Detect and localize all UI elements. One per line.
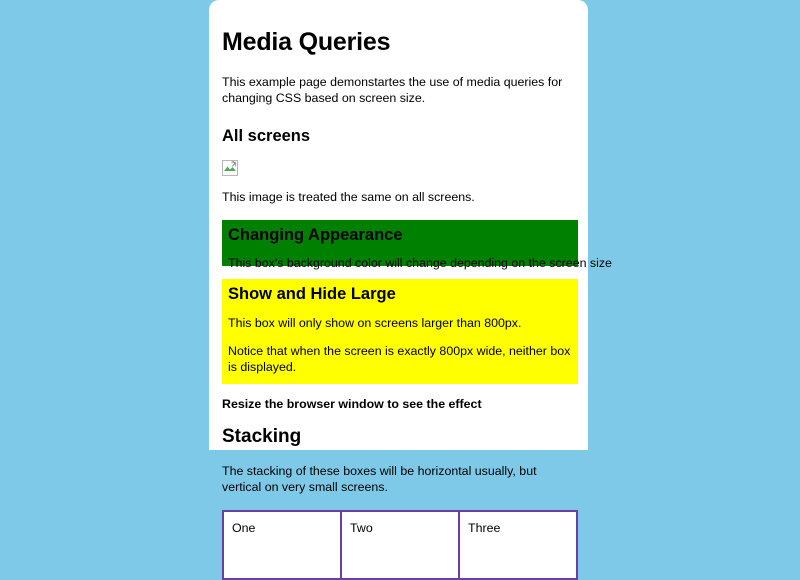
broken-image-icon: [222, 160, 238, 176]
page-title: Media Queries: [222, 28, 391, 56]
show-hide-large-body-2: Notice that when the screen is exactly 800px wide, neither box is displayed.: [228, 343, 571, 375]
changing-appearance-heading: Changing Appearance: [228, 225, 403, 244]
show-hide-large-body-1: This box will only show on screens larger than 800px.: [228, 316, 522, 331]
resize-note: Resize the browser window to see the effect: [222, 396, 482, 411]
stacking-box-three: [458, 510, 578, 580]
stacking-description: The stacking of these boxes will be horizontal usually, but vertical on very small screens.: [222, 463, 537, 495]
stacking-box-one: [222, 510, 342, 580]
show-hide-large-heading: Show and Hide Large: [228, 284, 396, 303]
changing-appearance-body: This box's background color will change depending on the screen size: [228, 256, 612, 271]
stacking-heading: Stacking: [222, 425, 302, 447]
stacking-box-two: [340, 510, 460, 580]
changing-appearance-box: [222, 220, 612, 271]
content-card: [209, 0, 612, 535]
card-inner: [209, 28, 612, 580]
stacking-box-label: Two: [350, 520, 373, 535]
show-hide-large-box: [222, 279, 578, 384]
intro-paragraph: This example page demonstartes the use of media queries for changing CSS based on screen size.: [222, 74, 563, 106]
stacking-box-label: One: [232, 520, 256, 535]
all-screens-heading: All screens: [222, 126, 311, 145]
stacking-row: [222, 510, 578, 580]
image-caption: This image is treated the same on all screens.: [222, 190, 475, 205]
stacking-box-label: Three: [468, 520, 501, 535]
